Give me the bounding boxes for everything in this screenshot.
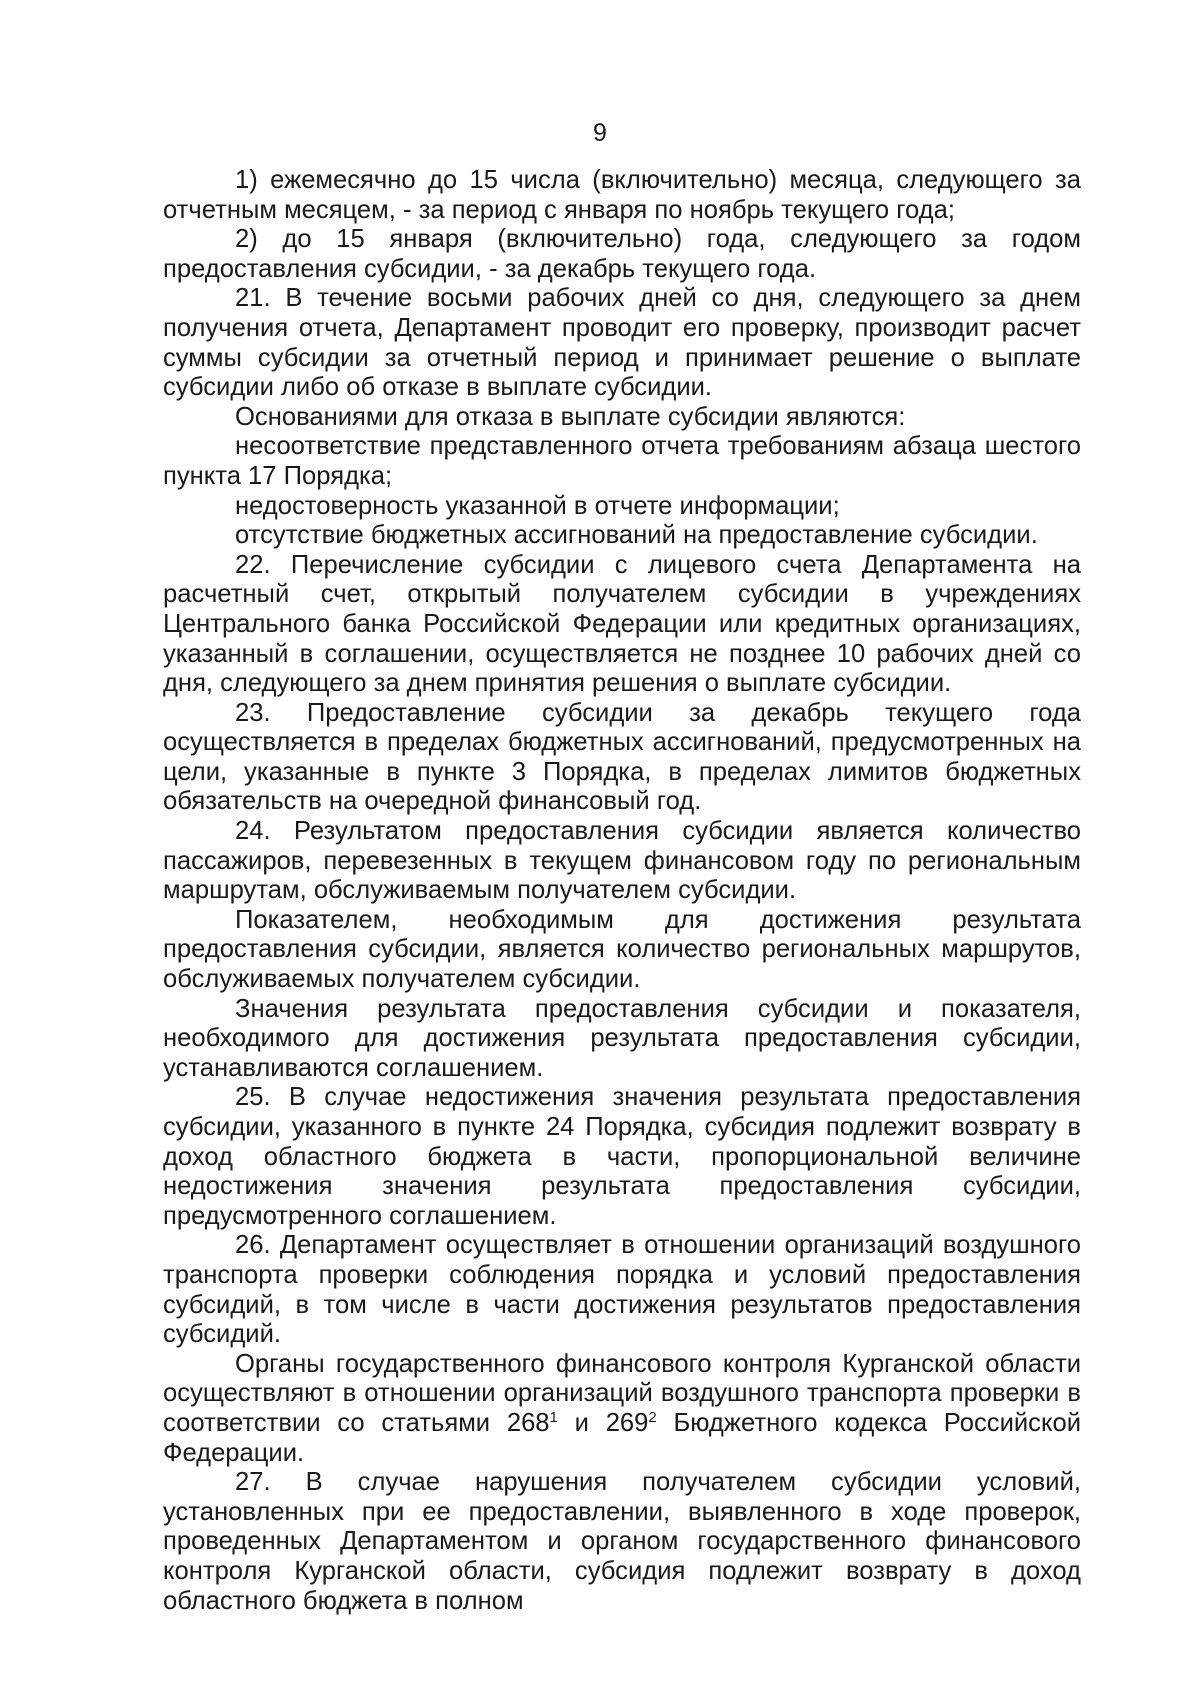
paragraph-refusal-ground-1: несоответствие представленного отчета требованиям абзаца шестого пункта 17 Порядка;: [163, 432, 1081, 490]
paragraph-25: 25. В случае недостижения значения результата предоставления субсидии, указанного в пункте 24 Порядка, субсидия подлежит возврату в доход областного бюджета в части, пропорциональной величине недостижения значения результата предоставления субсидии, предусмотренного соглашением.: [163, 1083, 1081, 1230]
paragraph-item-1-monthly: 1) ежемесячно до 15 числа (включительно) месяца, следующего за отчетным месяцем, - за период с января по ноябрь текущего года;: [163, 166, 1081, 224]
paragraph-21: 21. В течение восьми рабочих дней со дня, следующего за днем получения отчета, Департамент проводит его проверку, производит расчет суммы субсидии за отчетный период и принимает решение о выплате субсидии либо об отказе в выплате субсидии.: [163, 284, 1081, 402]
paragraph-22: 22. Перечисление субсидии с лицевого счета Департамента на расчетный счет, открытый получателем субсидии в учреждениях Центрального банка Российской Федерации или кредитных организациях, указанный в соглашении, осуществляется не позднее 10 рабочих дней со дня, следующего за днем принятия решения о выплате субсидии.: [163, 550, 1081, 698]
financial-control-text-middle: и 269: [557, 1408, 649, 1437]
financial-control-text-start: Органы государственного финансового контроля Курганской области осуществляют в отношении организаций воздушного транспорта проверки в соответствии со статьями 268: [163, 1349, 1081, 1437]
paragraph-item-2-january: 2) до 15 января (включительно) года, следующего за годом предоставления субсидии, - за декабрь текущего года.: [163, 225, 1081, 283]
paragraph-refusal-ground-2: недостоверность указанной в отчете информации;: [235, 491, 840, 520]
paragraph-26: 26. Департамент осуществляет в отношении организаций воздушного транспорта проверки соблюдения порядка и условий предоставления субсидий, в том числе в части достижения результатов предоставления субсидий.: [163, 1231, 1081, 1349]
paragraph-values: Значения результата предоставления субсидии и показателя, необходимого для достижения результата предоставления субсидии, устанавливаются соглашением.: [163, 994, 1081, 1082]
paragraph-27: 27. В случае нарушения получателем субсидии условий, установленных при ее предоставлении, выявленного в ходе проверок, проведенных Департаментом и органом государственного финансового контроля Курганской области, субсидия подлежит возврату в доход областного бюджета в полном: [163, 1468, 1081, 1615]
financial-control-text-end: Бюджетного кодекса Российской Федерации.: [163, 1408, 1081, 1467]
paragraph-23: 23. Предоставление субсидии за декабрь текущего года осуществляется в пределах бюджетных ассигнований, предусмотренных на цели, указанные в пункте 3 Порядка, в пределах лимитов бюджетных обязательств на очередной финансовый год.: [163, 698, 1081, 816]
page-number: 9: [593, 119, 607, 147]
superscript-2: 2: [648, 1408, 657, 1426]
paragraph-refusal-ground-3: отсутствие бюджетных ассигнований на предоставление субсидии.: [235, 521, 1038, 550]
paragraph-24: 24. Результатом предоставления субсидии является количество пассажиров, перевезенных в текущем финансовом году по региональным маршрутам, обслуживаемым получателем субсидии.: [163, 817, 1081, 905]
paragraph-financial-control: [163, 1350, 1081, 1468]
paragraph-indicator: Показателем, необходимым для достижения результата предоставления субсидии, является количество региональных маршрутов, обслуживаемых получателем субсидии.: [163, 905, 1081, 994]
paragraph-refusal-grounds: Основаниями для отказа в выплате субсидии являются:: [235, 402, 906, 431]
superscript-1: 1: [549, 1408, 558, 1426]
document-body: [163, 166, 1081, 1616]
